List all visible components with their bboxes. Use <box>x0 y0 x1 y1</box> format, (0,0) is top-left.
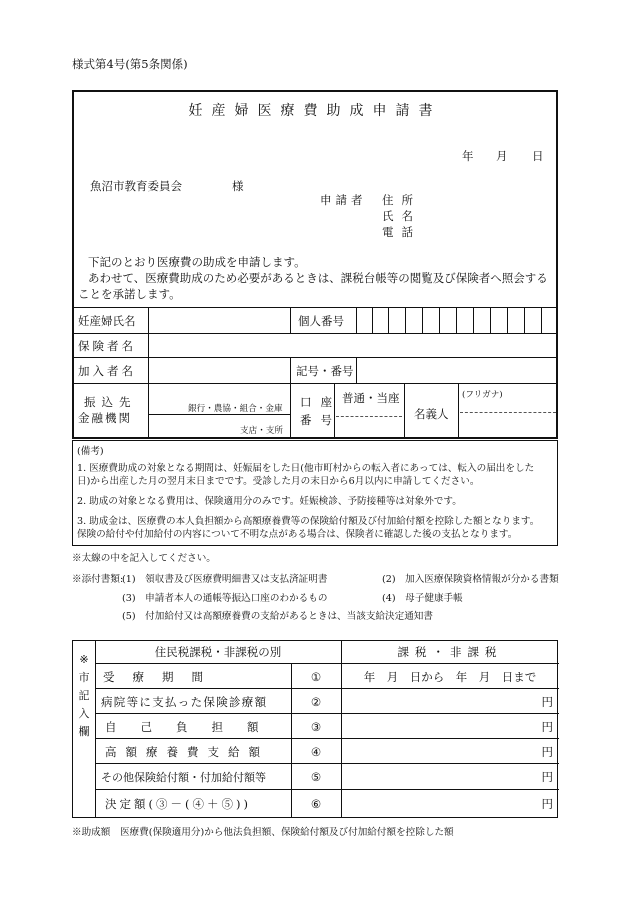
insurer-name-label: 保険者名 <box>78 339 136 353</box>
subscriber-name-label: 加入者名 <box>78 364 136 378</box>
account-holder-field[interactable] <box>460 414 556 438</box>
form-title: 妊産婦医療費助成申請書 <box>188 103 442 119</box>
applicant-phone-label: 電話 <box>382 225 421 239</box>
row-subscriber <box>72 357 558 384</box>
city-use-side-label <box>75 651 93 741</box>
account-holder-label: 名義人 <box>414 407 449 421</box>
branch-type-options: 支店・支所 <box>240 426 283 436</box>
ledger-row-number: ⑤ <box>310 770 322 784</box>
ledger-row <box>95 713 559 739</box>
attachments-label: ※添付書類: <box>72 574 124 585</box>
attachment-item: (3) 申請者本人の通帳等振込口座のわかるもの <box>122 593 328 604</box>
bank-dest-label: 振込先 <box>84 395 137 409</box>
intro-text <box>78 254 556 302</box>
form-reference: 様式第4号(第5条関係) <box>72 57 188 71</box>
note-item: 日)から出産した月の翌月末日までです。受診した月の末日から6月以内に申請してください。 <box>77 476 480 487</box>
insurer-name-field[interactable] <box>150 334 554 358</box>
personal-number-label: 個人番号 <box>298 314 344 328</box>
ledger-row-number: ③ <box>310 719 322 734</box>
notes-heading: (備考) <box>77 446 104 457</box>
tax-status-value[interactable]: 課税・非課税 <box>397 645 503 659</box>
ledger-row <box>95 688 559 714</box>
intro-line: ことを承諾します。 <box>78 287 181 301</box>
patient-name-label: 妊産婦氏名 <box>78 314 136 328</box>
ledger-row-value[interactable]: 円 <box>541 770 553 784</box>
account-type-options[interactable]: 普通・当座 <box>342 391 400 405</box>
city-use-table <box>72 640 558 818</box>
account-number-field[interactable] <box>336 418 402 438</box>
patient-name-field[interactable] <box>150 308 286 334</box>
subscriber-name-field[interactable] <box>150 358 286 384</box>
note-item: 3. 助成金は、医療費の本人負担額から高額療養費等の保険給付額及び付加給付額を控除した額となります。 <box>77 516 540 527</box>
applicant-address-label: 住所 <box>382 193 421 207</box>
bank-institution-label: 金融機関 <box>78 411 132 425</box>
ledger-row-value[interactable]: 円 <box>541 694 553 709</box>
ledger-row <box>95 789 559 818</box>
ledger-row-value[interactable]: 年 月 日から 年 月 日まで <box>363 669 537 684</box>
ledger-row-number: ② <box>310 694 322 709</box>
ledger-row-value[interactable]: 円 <box>541 744 553 759</box>
row-insurer <box>72 333 558 358</box>
side-char: 記 <box>78 689 90 702</box>
intro-line: あわせて、医療費助成のため必要があるときは、課税台帳等の閲覧及び保険者へ照会する <box>88 271 548 285</box>
row-bank <box>72 383 558 439</box>
side-char: ※ <box>79 653 89 666</box>
ledger-row-number: ⑥ <box>310 797 322 811</box>
attachment-item: (1) 領収書及び医療費明細書又は支払済証明書 <box>122 574 328 585</box>
ledger-row-label: 受療期間 <box>103 669 221 684</box>
addressee-suffix: 様 <box>232 179 244 193</box>
note-item: 保険の給付や付加給付の内容について不明な点がある場合は、保険者に確認した後の支払となります。 <box>77 529 518 540</box>
note-item: 1. 医療費助成の対象となる期間は、妊娠届をした日(他市町村からの転入者にあっては、転入の届出をした <box>77 463 535 474</box>
ledger-row-number: ① <box>310 669 322 684</box>
ledger-header-row <box>95 641 559 663</box>
applicant-name-label: 氏名 <box>382 209 421 223</box>
applicant-label: 申請者 <box>320 193 367 207</box>
symbol-number-field[interactable] <box>358 358 554 384</box>
ledger-row <box>95 763 559 790</box>
thick-line-note: ※太線の中を記入してください。 <box>72 553 216 564</box>
note-item: 2. 助成の対象となる費用は、保険適用分のみです。妊娠検診、予防接種等は対象外です。 <box>77 496 462 507</box>
ledger-row-value[interactable]: 円 <box>541 797 553 811</box>
footnote: ※助成額 医療費(保険適用分)から他法負担額、保険給付額及び付加給付額を控除した額 <box>72 827 454 838</box>
personal-number-field[interactable] <box>356 308 556 334</box>
ledger-row <box>95 738 559 764</box>
row-patient-name <box>72 307 558 334</box>
ledger-row-number: ④ <box>310 744 322 759</box>
bank-type-options: 銀行・農協・組合・金庫 <box>188 404 283 414</box>
attachment-item: (5) 付加給付又は高額療養費の支給があるときは、当該支給決定通知書 <box>122 611 433 622</box>
date-day[interactable]: 日 <box>532 149 544 163</box>
ledger-row-label: 自己負担額 <box>105 719 283 734</box>
intro-line: 下記のとおり医療費の助成を申請します。 <box>88 255 306 269</box>
ledger-row-label: 病院等に支払った保険診療額 <box>101 694 268 709</box>
attachment-item: (2) 加入医療保険資格情報が分かる書類 <box>382 574 559 585</box>
account-label-2: 番号 <box>300 413 341 427</box>
furigana-label: (フリガナ) <box>462 390 503 400</box>
side-char: 欄 <box>78 725 90 738</box>
ledger-row-label: 高額療養費支給額 <box>105 744 269 759</box>
notes-box <box>72 440 558 546</box>
ledger-row <box>95 663 559 689</box>
date-month[interactable]: 月 <box>496 149 508 163</box>
attachment-item: (4) 母子健康手帳 <box>382 593 463 604</box>
ledger-row-label: その他保険給付額・付加給付額等 <box>101 771 266 784</box>
date-year[interactable]: 年 <box>462 149 474 163</box>
side-char: 市 <box>78 671 90 684</box>
ledger-row-value[interactable]: 円 <box>541 719 553 734</box>
side-char: 入 <box>78 707 90 720</box>
ledger-row-label: 決定額(③－(④＋⑤)) <box>105 797 251 811</box>
account-label-1: 口座 <box>300 395 341 409</box>
addressee: 魚沼市教育委員会 <box>90 179 182 193</box>
symbol-number-label: 記号・番号 <box>296 364 354 378</box>
tax-status-label: 住民税課税・非課税の別 <box>154 645 282 659</box>
